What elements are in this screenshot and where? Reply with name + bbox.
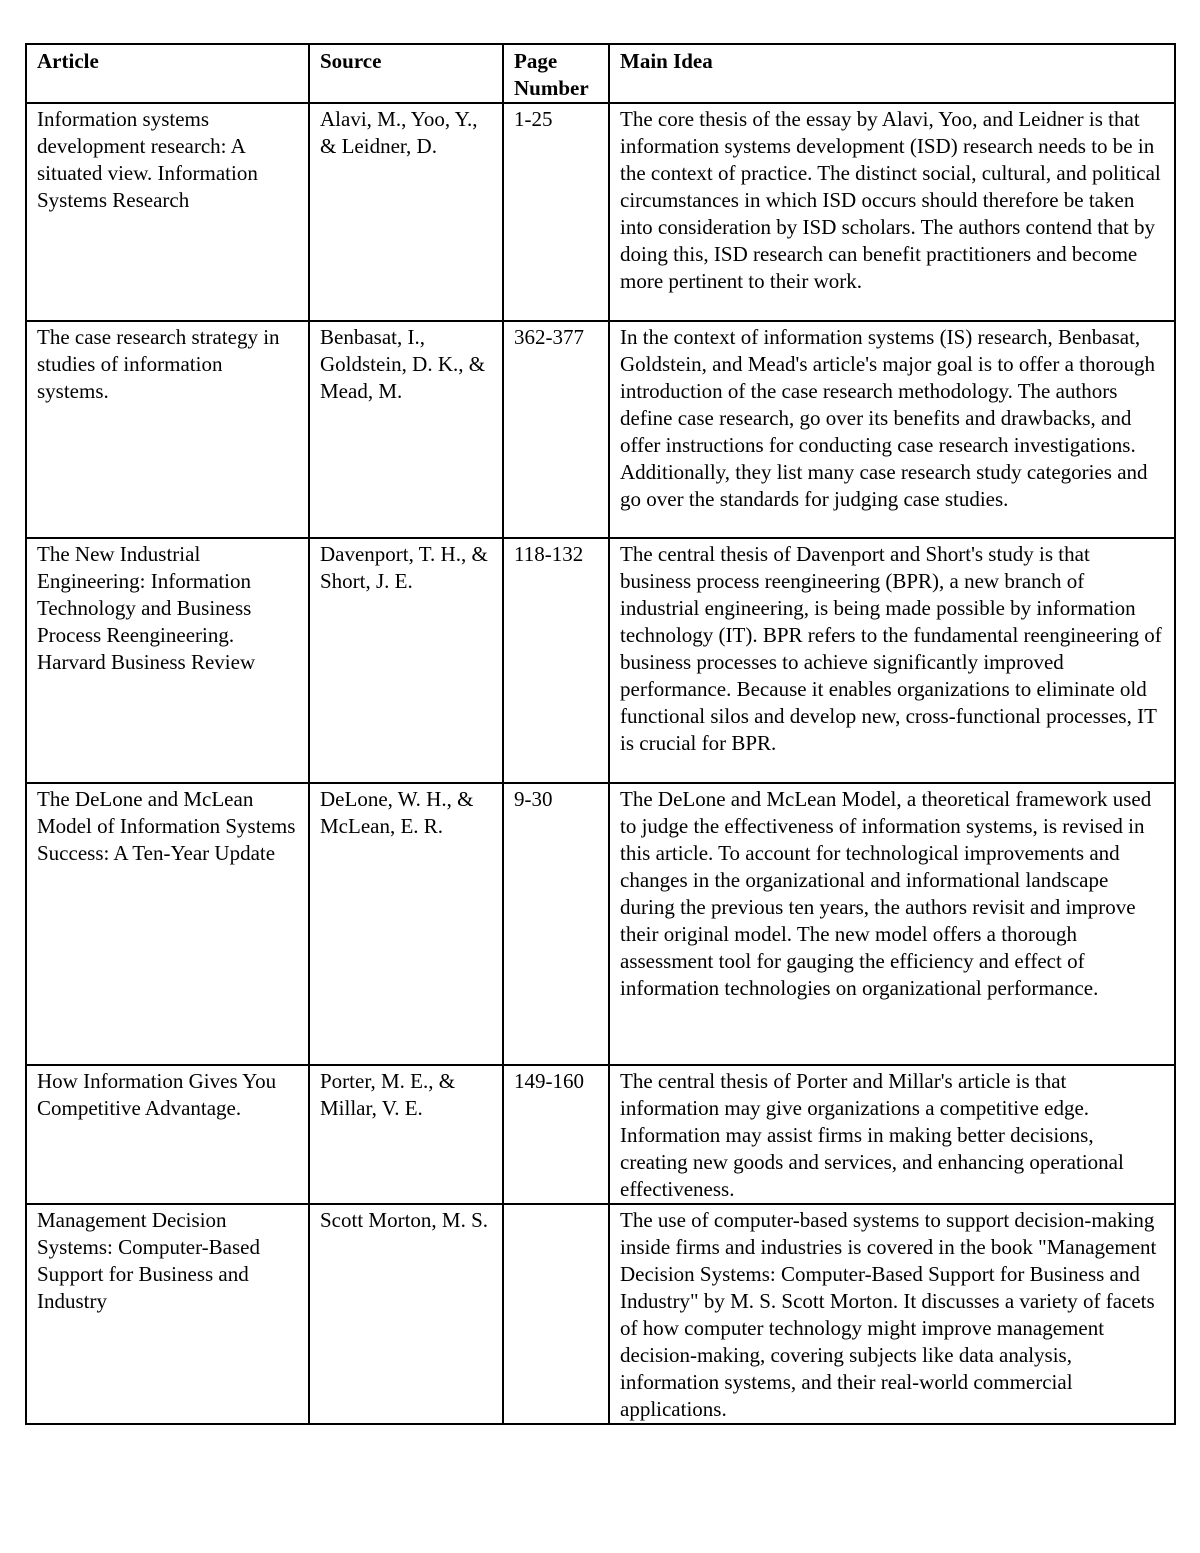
cell-article: The DeLone and McLean Model of Information Systems Success: A Ten-Year Update <box>26 783 309 1065</box>
cell-main-idea: The core thesis of the essay by Alavi, Yoo, and Leidner is that information systems development (ISD) research needs to be in the context of practice. The distinct social, cultural, and political circumstances in which ISD occurs should therefore be taken into consideration by ISD scholars. The authors contend that by doing this, ISD research can benefit practitioners and become more pertinent to their work. <box>609 103 1175 321</box>
cell-article: The case research strategy in studies of information systems. <box>26 321 309 538</box>
cell-pages: 9-30 <box>503 783 609 1065</box>
cell-source: Davenport, T. H., & Short, J. E. <box>309 538 503 783</box>
literature-review-table <box>25 43 1176 1425</box>
cell-article: Management Decision Systems: Computer-Based Support for Business and Industry <box>26 1204 309 1424</box>
header-page-number: Page Number <box>503 44 609 103</box>
cell-source: Scott Morton, M. S. <box>309 1204 503 1424</box>
table-row <box>26 538 1175 783</box>
table-row <box>26 103 1175 321</box>
table-header-row <box>26 44 1175 103</box>
table-row <box>26 321 1175 538</box>
cell-main-idea: The central thesis of Davenport and Short's study is that business process reengineering (BPR), a new branch of industrial engineering, is being made possible by information technology (IT). BPR refers to the fundamental reengineering of business processes to achieve significantly improved performance. Because it enables organizations to eliminate old functional silos and develop new, cross-functional processes, IT is crucial for BPR. <box>609 538 1175 783</box>
header-article: Article <box>26 44 309 103</box>
cell-source: DeLone, W. H., & McLean, E. R. <box>309 783 503 1065</box>
table-row <box>26 1204 1175 1424</box>
cell-pages: 1-25 <box>503 103 609 321</box>
cell-pages <box>503 1204 609 1424</box>
cell-pages: 149-160 <box>503 1065 609 1204</box>
cell-source: Porter, M. E., & Millar, V. E. <box>309 1065 503 1204</box>
header-source: Source <box>309 44 503 103</box>
cell-source: Benbasat, I., Goldstein, D. K., & Mead, M. <box>309 321 503 538</box>
cell-article: Information systems development research: A situated view. Information Systems Research <box>26 103 309 321</box>
cell-main-idea: The DeLone and McLean Model, a theoretical framework used to judge the effectiveness of information systems, is revised in this article. To account for technological improvements and changes in the organizational and informational landscape during the previous ten years, the authors revisit and improve their original model. The new model offers a thorough assessment tool for gauging the efficiency and effect of information technologies on organizational performance. <box>609 783 1175 1065</box>
table-row <box>26 1065 1175 1204</box>
cell-main-idea: The use of computer-based systems to support decision-making inside firms and industries is covered in the book "Management Decision Systems: Computer-Based Support for Business and Industry" by M. S. Scott Morton. It discusses a variety of facets of how computer technology might improve management decision-making, covering subjects like data analysis, information systems, and their real-world commercial applications. <box>609 1204 1175 1424</box>
cell-article: The New Industrial Engineering: Information Technology and Business Process Reengineering. Harvard Business Review <box>26 538 309 783</box>
cell-main-idea: In the context of information systems (IS) research, Benbasat, Goldstein, and Mead's article's major goal is to offer a thorough introduction of the case research methodology. The authors define case research, go over its benefits and drawbacks, and offer instructions for conducting case research investigations. Additionally, they list many case research study categories and go over the standards for judging case studies. <box>609 321 1175 538</box>
cell-main-idea: The central thesis of Porter and Millar's article is that information may give organizations a competitive edge. Information may assist firms in making better decisions, creating new goods and services, and enhancing operational effectiveness. <box>609 1065 1175 1204</box>
cell-pages: 118-132 <box>503 538 609 783</box>
cell-pages: 362-377 <box>503 321 609 538</box>
cell-source: Alavi, M., Yoo, Y., & Leidner, D. <box>309 103 503 321</box>
table-row <box>26 783 1175 1065</box>
cell-article: How Information Gives You Competitive Advantage. <box>26 1065 309 1204</box>
header-main-idea: Main Idea <box>609 44 1175 103</box>
